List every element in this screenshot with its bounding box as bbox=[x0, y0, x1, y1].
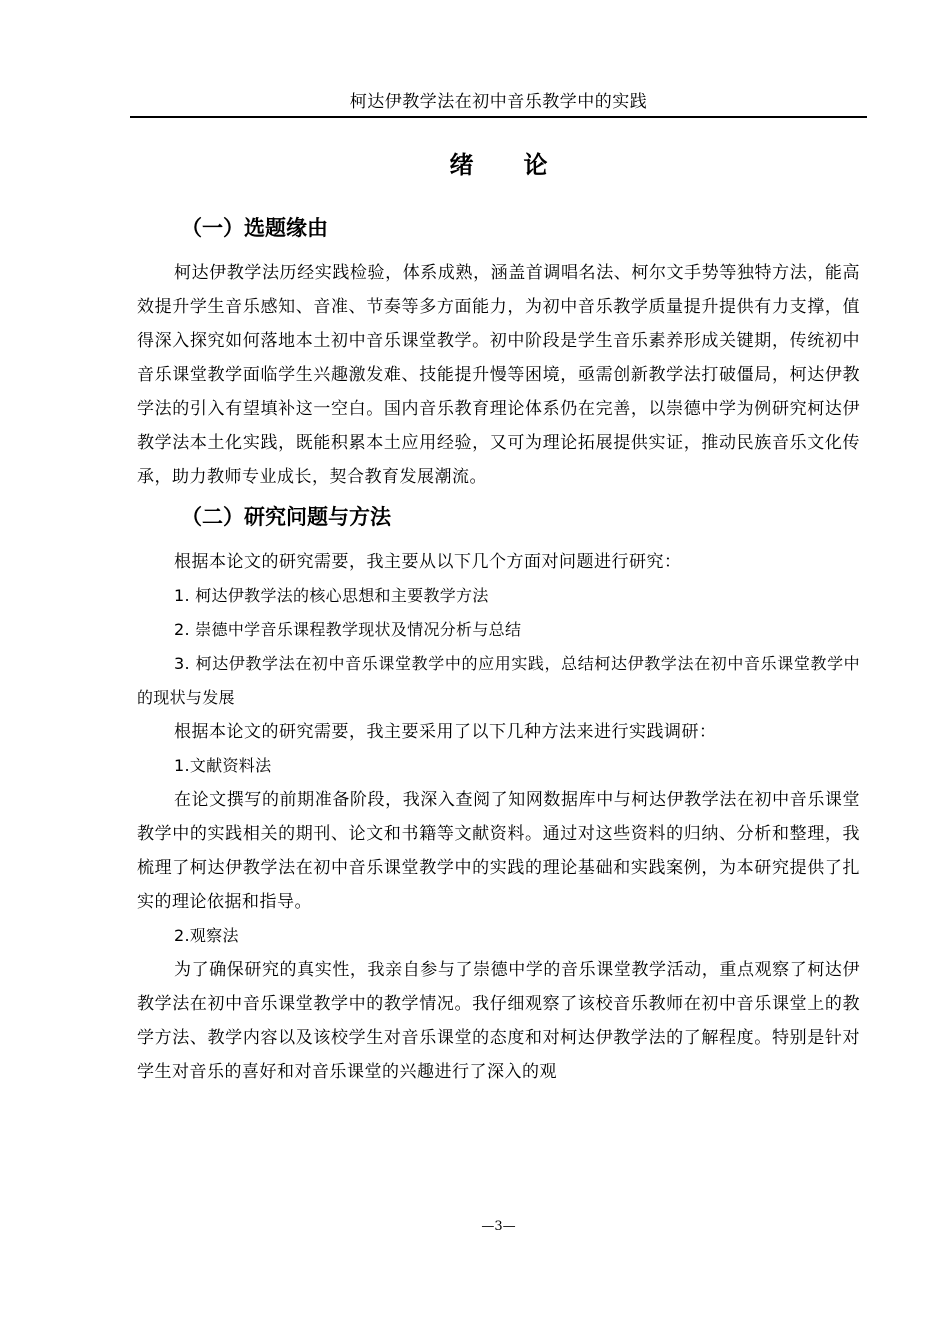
section-heading-questions-methods: （二）研究问题与方法 bbox=[181, 505, 391, 529]
method-title-observation: 2.观察法 bbox=[174, 926, 239, 945]
question-item-2: 2. 崇德中学音乐课程教学现状及情况分析与总结 bbox=[174, 620, 522, 639]
page-number: —3— bbox=[481, 1219, 516, 1234]
chapter-title: 绪论 bbox=[449, 151, 598, 179]
header-rule bbox=[130, 116, 867, 118]
method-text-observation: 为了确保研究的真实性，我亲自参与了崇德中学的音乐课堂教学活动，重点观察了柯达伊教学法在初中音乐课堂教学中的教学情况。我仔细观察了该校音乐教师在初中音乐课堂上的教学方法、教学内容以及该校学生对音乐课堂的态度和对柯达伊教学法的了解程度。特别是针对学生对音乐的喜好和对音乐课堂的兴趣进行了深入的观 bbox=[137, 960, 860, 1082]
methods-intro: 根据本论文的研究需要，我主要采用了以下几种方法来进行实践调研： bbox=[174, 722, 717, 742]
method-text-literature: 在论文撰写的前期准备阶段，我深入查阅了知网数据库中与柯达伊教学法在初中音乐课堂教学中的实践相关的期刊、论文和书籍等文献资料。通过对这些资料的归纳、分析和整理，我梳理了柯达伊教学法在初中音乐课堂教学中的实践的理论基础和实践案例，为本研究提供了扎实的理论依据和指导。 bbox=[137, 790, 860, 912]
question-item-3: 3. 柯达伊教学法在初中音乐课堂教学中的应用实践，总结柯达伊教学法在初中音乐课堂教学中的现状与发展 bbox=[137, 654, 860, 707]
question-item-1: 1. 柯达伊教学法的核心思想和主要教学方法 bbox=[174, 586, 489, 605]
reason-paragraph: 柯达伊教学法历经实践检验，体系成熟，涵盖首调唱名法、柯尔文手势等独特方法，能高效提升学生音乐感知、音准、节奏等多方面能力，为初中音乐教学质量提升提供有力支撑，值得深入探究如何落地本土初中音乐课堂教学。初中阶段是学生音乐素养形成关键期，传统初中音乐课堂教学面临学生兴趣激发难、技能提升慢等困境，亟需创新教学法打破僵局，柯达伊教学法的引入有望填补这一空白。国内音乐教育理论体系仍在完善，以崇德中学为例研究柯达伊教学法本土化实践，既能积累本土应用经验，又可为理论拓展提供实证，推动民族音乐文化传承，助力教师专业成长，契合教育发展潮流。 bbox=[137, 263, 860, 487]
page-body bbox=[137, 210, 860, 1089]
running-header: 柯达伊教学法在初中音乐教学中的实践 bbox=[349, 92, 648, 112]
section-heading-reason: （一）选题缘由 bbox=[181, 216, 328, 240]
method-title-literature: 1.文献资料法 bbox=[174, 756, 272, 775]
questions-intro: 根据本论文的研究需要，我主要从以下几个方面对问题进行研究： bbox=[174, 552, 682, 572]
